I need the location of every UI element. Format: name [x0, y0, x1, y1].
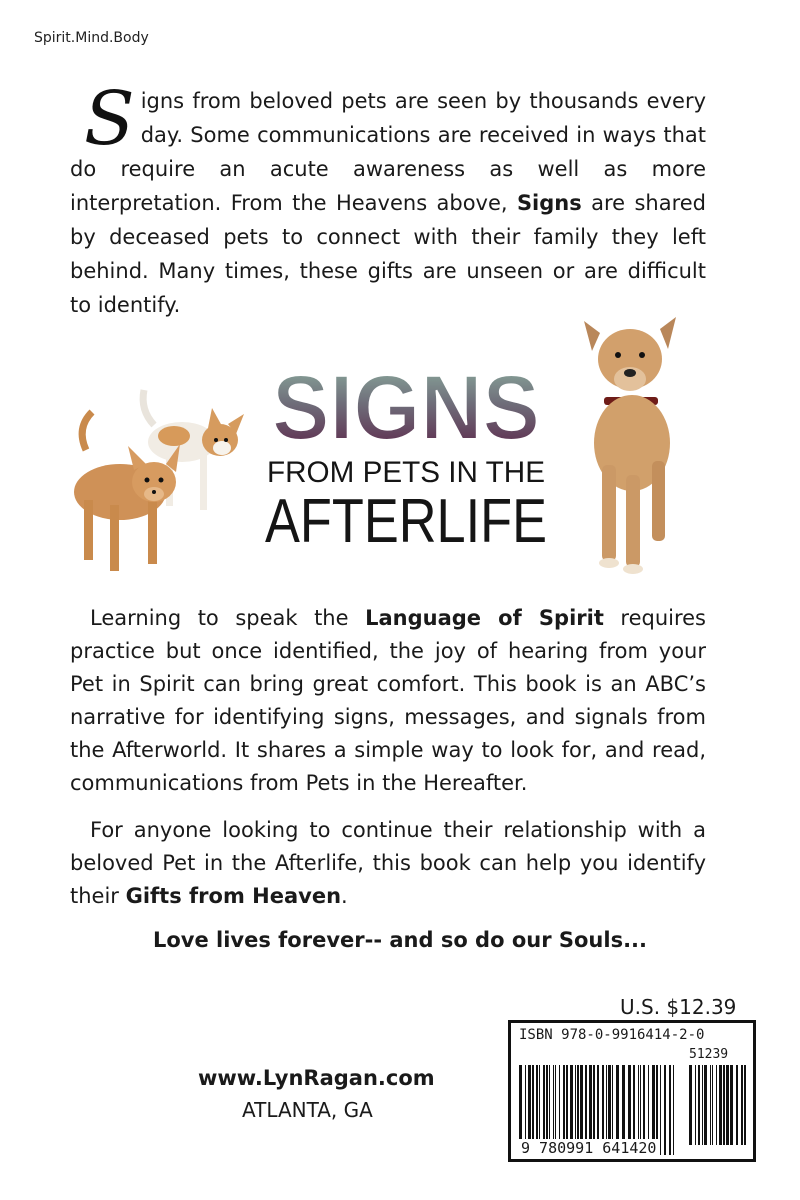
- title-from-pets: FROM PETS IN THE: [267, 456, 545, 489]
- title-logo: [258, 355, 558, 555]
- p2-text-1: For anyone looking to continue their relationship with a beloved Pet in the Afterlife, this book can help you identify their: [70, 818, 706, 908]
- barcode-bar: [702, 1065, 703, 1145]
- price-label: U.S. $12.39: [620, 995, 737, 1019]
- barcode-price-code: 51239: [689, 1047, 729, 1062]
- barcode-bar: [716, 1065, 717, 1145]
- barcode-bar: [704, 1065, 707, 1145]
- drop-cap: S: [84, 76, 135, 162]
- description-paragraph-2: [70, 814, 706, 913]
- barcode-bar: [710, 1065, 711, 1145]
- p2-text-2: .: [341, 884, 348, 908]
- barcode-bar: [664, 1065, 666, 1155]
- barcode-bar: [719, 1065, 722, 1145]
- barcode-bar: [736, 1065, 738, 1145]
- category-label: Spirit.Mind.Body: [34, 30, 149, 46]
- barcode-bar: [723, 1065, 725, 1145]
- barcode-bar: [712, 1065, 713, 1145]
- barcode-digits: 9 780991 641420: [521, 1139, 657, 1157]
- barcode-bar: [730, 1065, 733, 1145]
- publisher-website: www.LynRagan.com: [198, 1066, 435, 1090]
- barcode-bar: [673, 1065, 674, 1155]
- title-afterlife: AFTERLIFE: [265, 487, 547, 556]
- description-paragraph-1: [70, 602, 706, 800]
- intro-bold-signs: Signs: [516, 191, 582, 215]
- p2-bold-gifts: Gifts from Heaven: [125, 884, 342, 908]
- barcode-bar: [741, 1065, 743, 1145]
- isbn-label: ISBN 978-0-9916414-2-0: [519, 1027, 705, 1043]
- title-signs: SIGNS: [272, 357, 540, 459]
- p1-text-1: Learning to speak the: [90, 606, 366, 630]
- tagline: Love lives forever-- and so do our Souls...: [152, 928, 648, 952]
- intro-paragraph: [70, 76, 706, 322]
- barcode-bar: [744, 1065, 746, 1145]
- large-dog-photo: [578, 315, 698, 575]
- isbn-barcode: [508, 1020, 756, 1162]
- barcode-bar: [726, 1065, 729, 1145]
- barcode-bar: [695, 1065, 696, 1145]
- intro-text-2: are shared by deceased pets to connect with their family they left behind. Many times, these gifts are unseen or are difficult to identify.: [70, 191, 706, 317]
- p1-bold-language: Language of Spirit: [365, 606, 604, 630]
- barcode-bar: [669, 1065, 671, 1155]
- publisher-city: ATLANTA, GA: [242, 1098, 373, 1122]
- barcode-bar: [660, 1065, 661, 1155]
- barcode-bar: [698, 1065, 700, 1145]
- intro-text-1: igns from beloved pets are seen by thousands every day. Some communications are received in ways that do require an acute awareness as well as more interpretation. From the Heavens above,: [70, 89, 706, 215]
- chihuahuas-photo: [62, 370, 252, 580]
- addon-barcode-bars: [689, 1065, 747, 1145]
- barcode-bar: [689, 1065, 692, 1145]
- p1-text-2: requires practice but once identified, the joy of hearing from your Pet in Spirit can bring great comfort. This book is an ABC’s narrative for identifying signs, messages, and signals from the Afterworld. It shares a simple way to look for, and read, communications from Pets in the Hereafter.: [70, 606, 706, 795]
